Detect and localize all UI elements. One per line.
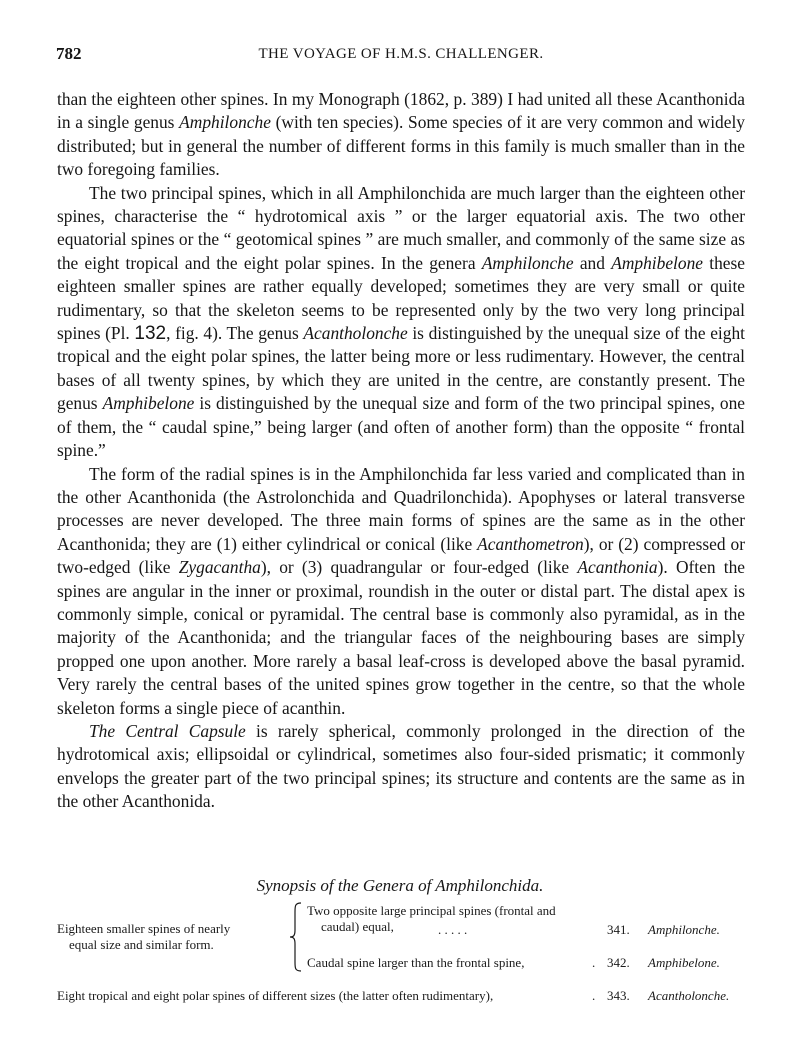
leader-dots: .: [592, 955, 596, 970]
text-run: is rarely spherical, commonly prolonged in the direction of the hydrotomical axis; ellipsoidal or cylindrical, sometimes also four-sided prismatic; it commonly envelops the greater part of the two principal spines; its structure and contents are the same as in the other Acanthonida.: [57, 720, 745, 812]
plate-number: 132: [134, 323, 167, 345]
genus-name: Acantholonche.: [648, 988, 730, 1003]
synopsis-option-2: Caudal spine larger than the frontal spine,: [307, 955, 525, 970]
genus-name: Amphilonche.: [648, 922, 720, 937]
group-label-line: equal size and similar form.: [69, 937, 214, 952]
genus-number: 341.: [607, 922, 630, 937]
page-header: [56, 44, 746, 68]
genus-name: Amphilonche: [179, 112, 271, 133]
text-run: than the eighteen other spines. In my Monograph (1862, p. 389) I had united all these Acanthonida in a single genus: [57, 89, 745, 133]
synopsis-row-3: Eight tropical and eight polar spines of different sizes (the latter often rudimentary),: [57, 988, 494, 1003]
text-run: ), or (2) compressed or two-edged (like: [57, 533, 745, 578]
text-run: these eighteen smaller spines are rather equally developed; sometimes they are very small or quite rudimentary, so that the skeleton seems to be represented only by the two very long principal spines (Pl.: [57, 252, 745, 344]
genus-name: Zygacantha: [178, 557, 261, 578]
genus-name: Amphibelone: [102, 393, 195, 414]
page-number: 782: [56, 44, 82, 63]
paragraph-2: [57, 182, 745, 463]
genus-name: Acantholonche: [303, 323, 408, 344]
leader-dots: .: [592, 988, 596, 1003]
text-run: , fig. 4). The genus: [166, 323, 304, 344]
paragraph-1: [57, 88, 745, 182]
option-line: Two opposite large principal spines (frontal and: [307, 903, 556, 918]
genus-name: Amphilonche: [481, 252, 574, 273]
text-run: is distinguished by the unequal size and form of the two principal spines, one of them, the “ caudal spine,” being larger (and often of another form) than the opposite “ frontal spine.”: [57, 393, 746, 461]
genus-name: Amphibelone.: [648, 955, 720, 970]
genus-name: Acanthonia: [577, 557, 658, 578]
text-run: is distinguished by the unequal size of the eight tropical and the eight polar spines, the latter being more or less rudimentary. However, the central bases of all twenty spines, by which they are united in the centre, are constantly present. The genus: [57, 323, 745, 414]
curly-brace: [289, 902, 303, 972]
text-run: The form of the radial spines is in the Amphilonchida far less varied and complicated than in the other Acanthonida (the Astrolonchida and Quadrilonchida). Apophyses or lateral transverse processes are never developed. The three main forms of spines are the same as in the other Acanthonida; they are (1) either cylindrical or conical (like: [57, 463, 745, 554]
text-run: ), or (3) quadrangular or four-edged (like: [260, 557, 578, 578]
genus-number: 342.: [607, 955, 630, 970]
text-run: (with ten species). Some species of it are very common and widely distributed; but in general the number of different forms in this family is much smaller than in the two foregoing families.: [57, 112, 746, 180]
leader-dots: . . . . .: [438, 922, 468, 937]
section-term: The Central Capsule: [89, 720, 246, 741]
genus-number: 343.: [607, 988, 630, 1003]
group-label-line: Eighteen smaller spines of nearly: [57, 921, 231, 936]
text-run: The two principal spines, which in all Amphilonchida are much larger than the eighteen other spines, characterise the “ hydrotomical axis ” or the larger equatorial axis. The two other equatorial spines or the “ geotomical spines ” are much smaller, and commonly of the same size as the eight tropical and the eight polar spines. In the genera: [57, 182, 745, 273]
genus-name: Amphibelone: [611, 252, 703, 273]
synopsis-heading: Synopsis of the Genera of Amphilonchida.: [256, 876, 544, 895]
synopsis-group-label: [57, 921, 292, 953]
body-text: [57, 88, 745, 814]
text-run: and: [573, 252, 612, 273]
paragraph-3: [57, 463, 745, 720]
genus-name: Acanthometron: [477, 533, 584, 554]
option-line: caudal) equal,: [321, 919, 394, 934]
text-run: ). Often the spines are angular in the inner or proximal, roundish in the outer or distal part. The distal apex is commonly simple, conical or pyramidal. The central base is commonly also pyramidal, as in the majority of the Acanthonida; and the triangular faces of the neighbouring bases are simply propped one upon another. More rarely a basal leaf-cross is developed above the basal pyramid. Very rarely the central bases of the united spines grow together in the centre, so that the whole skeleton forms a single piece of acanthin.: [57, 557, 746, 718]
paragraph-4: [57, 720, 745, 814]
running-title: THE VOYAGE OF H.M.S. CHALLENGER.: [258, 46, 544, 62]
